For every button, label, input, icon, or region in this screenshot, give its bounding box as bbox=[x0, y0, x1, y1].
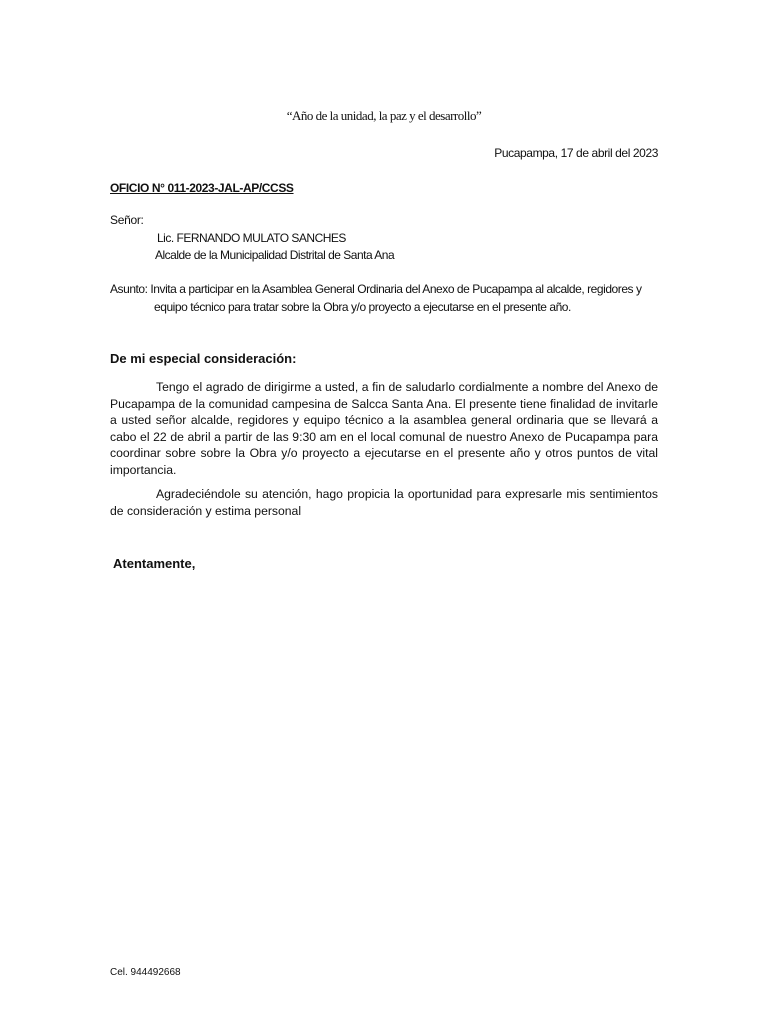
greeting: De mi especial consideración: bbox=[110, 351, 297, 366]
footer-phone: Cel. 944492668 bbox=[110, 967, 181, 978]
recipient-name: Lic. FERNANDO MULATO SANCHES bbox=[157, 231, 346, 245]
recipient-title: Alcalde de la Municipalidad Distrital de Santa Ana bbox=[155, 248, 395, 262]
place-date: Pucapampa, 17 de abril del 2023 bbox=[494, 146, 658, 160]
body-paragraph-1: Tengo el agrado de dirigirme a usted, a fin de saludarlo cordialmente a nombre del Anexo de Pucapampa de la comunidad campesina de Salcca Santa Ana. El presente tiene finalidad de invitarle a usted señor alcalde, regidores y equipo técnico a la asamblea general ordinaria que se llevará a cabo el 22 de abril a partir de las 9:30 am en el local comunal de nuestro Anexo de Pucapampa para coordinar sobre sobre la Obra y/o proyecto a ejecutarse en el presente año y otros puntos de vital importancia. bbox=[110, 380, 658, 477]
year-motto: “Año de la unidad, la paz y el desarrollo” bbox=[286, 108, 482, 123]
salutation: Señor: bbox=[110, 213, 144, 227]
document-reference: OFICIO N° 011-2023-JAL-AP/CCSS bbox=[110, 181, 294, 195]
closing: Atentamente, bbox=[113, 556, 196, 571]
subject bbox=[110, 280, 660, 316]
subject-line-1: Asunto: Invita a participar en la Asamblea General Ordinaria del Anexo de Pucapampa al alcalde, regidores y bbox=[110, 282, 642, 296]
body-paragraph-2: Agradeciéndole su atención, hago propicia la oportunidad para expresarle mis sentimientos de consideración y estima personal bbox=[110, 487, 658, 518]
subject-line-2: equipo técnico para tratar sobre la Obra y/o proyecto a ejecutarse en el presente año. bbox=[154, 300, 571, 314]
